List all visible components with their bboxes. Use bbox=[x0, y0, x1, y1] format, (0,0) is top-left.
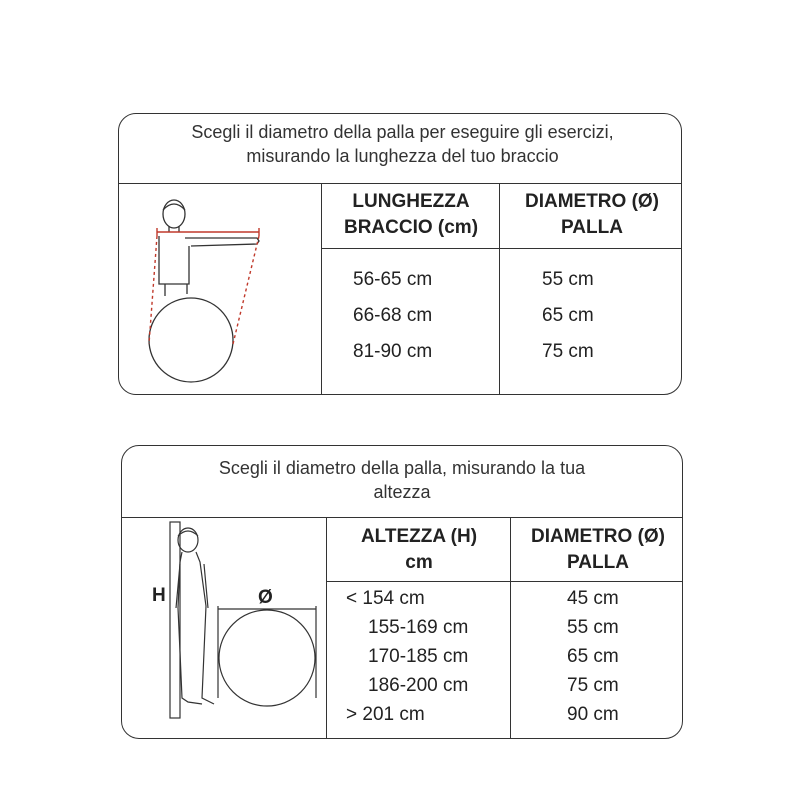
height-caption-line2: altezza bbox=[373, 482, 431, 502]
height-header-line bbox=[326, 581, 683, 582]
arm-row-1-length: 56-65 cm bbox=[353, 269, 433, 290]
arm-divider-2 bbox=[499, 184, 500, 395]
height-row-2-diameter: 55 cm bbox=[567, 617, 619, 638]
height-col1-header bbox=[328, 524, 510, 576]
height-card bbox=[121, 445, 683, 739]
arm-row-1-diameter: 55 cm bbox=[542, 269, 594, 290]
arm-col1-header bbox=[323, 189, 499, 241]
arm-col2-header bbox=[501, 189, 682, 241]
height-col2-header bbox=[512, 524, 683, 576]
height-caption bbox=[122, 446, 682, 518]
arm-row-2-diameter: 65 cm bbox=[542, 305, 594, 326]
height-row-3-height: 170-185 cm bbox=[368, 646, 469, 667]
height-row-3-diameter: 65 cm bbox=[567, 646, 619, 667]
height-label: H bbox=[152, 585, 166, 606]
height-col2-header-line2: PALLA bbox=[567, 552, 629, 573]
arm-caption: Scegli il diametro della palla per eseguire gli esercizi, misurando la lunghezza del tuo braccio bbox=[119, 114, 681, 184]
height-row-4-height: 186-200 cm bbox=[368, 675, 469, 696]
height-row-1-height: < 154 cm bbox=[346, 588, 425, 609]
arm-col1-header-line2: BRACCIO (cm) bbox=[343, 217, 479, 238]
arm-row-3-diameter: 75 cm bbox=[542, 341, 594, 362]
arm-measure-figure-icon bbox=[119, 184, 319, 395]
arm-row-3-length: 81-90 cm bbox=[353, 341, 433, 362]
diameter-label: Ø bbox=[258, 587, 273, 608]
height-row-5-diameter: 90 cm bbox=[567, 704, 619, 725]
arm-col2-header-line1: DIAMETRO (Ø) bbox=[524, 191, 660, 212]
height-col1-header-line1: ALTEZZA (H) bbox=[360, 526, 478, 547]
height-row-4-diameter: 75 cm bbox=[567, 675, 619, 696]
arm-col1-header-line1: LUNGHEZZA bbox=[352, 191, 470, 212]
arm-header-line bbox=[321, 248, 682, 249]
height-row-2-height: 155-169 cm bbox=[368, 617, 469, 638]
height-col2-header-line1: DIAMETRO (Ø) bbox=[530, 526, 666, 547]
arm-divider-1 bbox=[321, 184, 322, 395]
arm-length-card bbox=[118, 113, 682, 395]
arm-row-2-length: 66-68 cm bbox=[353, 305, 433, 326]
height-col1-header-line2: cm bbox=[405, 552, 433, 573]
height-measure-figure-icon bbox=[122, 518, 326, 739]
height-row-1-diameter: 45 cm bbox=[567, 588, 619, 609]
arm-col2-header-line2: PALLA bbox=[561, 217, 623, 238]
height-caption-line1: Scegli il diametro della palla, misurando la tua bbox=[218, 458, 586, 478]
height-divider-1 bbox=[326, 518, 327, 739]
height-divider-2 bbox=[510, 518, 511, 739]
height-row-5-height: > 201 cm bbox=[346, 704, 425, 725]
